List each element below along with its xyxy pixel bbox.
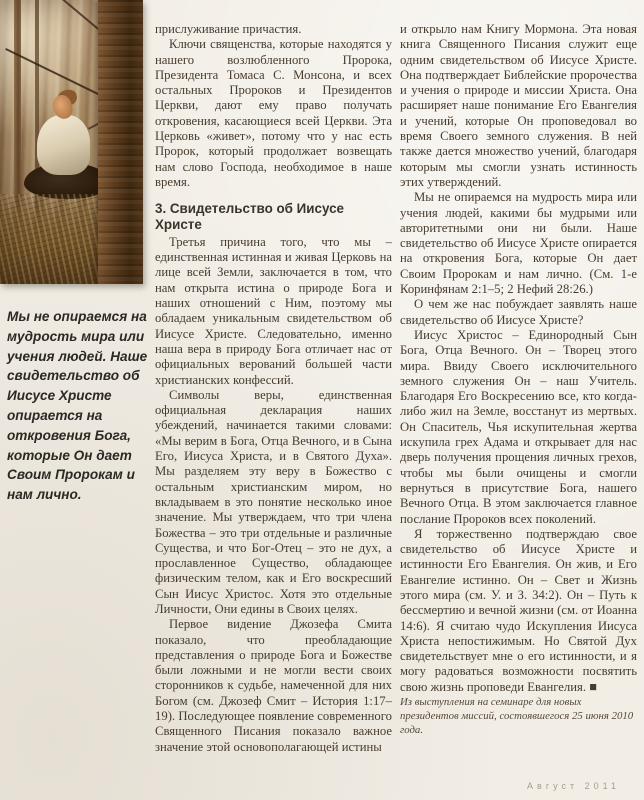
source-note: Из выступления на семинаре для новых президентов миссий, состоявшегося 25 июня 2010 года. — [400, 696, 634, 737]
paragraph-book-of-mormon: и открыло нам Книгу Мормона. Эта новая книга Священного Писания служит еще одним свидетельством об Иисусе Христе. Она подтверждает Библейские пророчества и учения о природе и миссии Христа. Она расширяет наше понимание Его Евангелия и учений, которые Он проповедовал во время Своего земного служения. В ней также дается множество учений, благодаря которым мы смогли узнать истинность этих утверждений. — [400, 22, 637, 189]
paragraph-question: О чем же нас побуждает заявлять наше свидетельство об Иисусе Христе? — [400, 297, 637, 327]
right-column — [400, 22, 637, 738]
section-heading: 3. Свидетельство об Иисусе Христе — [155, 201, 344, 232]
paragraph-jesus-is: Иисус Христос – Единородный Сын Бога, Отца Вечного. Он – Творец этого мира. Ввиду Своего исключительного земного служения Он – наш Учитель. Благодаря Его Воскресению все, кто когда-либо жил на Земле, восстанут из мертвых. Он Спаситель, Чья искупительная жертва искупила грех Адама и открывает для нас дверь получения прощения личных грехов, чтобы мы были очищены и смогли вернуться в присутствие Бога, нашего Вечного Отца. В этом заключается главное послание Пророков всех поколений. — [400, 327, 637, 526]
paragraph-not-wisdom: Мы не опираемся на мудрость мира или учения людей, какими бы мудрыми или авторитетными они ни были. Наше свидетельство об Иисусе Христе опирается на откровения Бога, которые Он дает Своим Пророкам и нам лично. (См. 1-е Коринфянам 2:1–5; 2 Нефий 28:26.) — [400, 190, 637, 297]
paragraph-testimony: Я торжественно подтверждаю свое свидетельство об Иисусе Христе и истинности Его Евангелия. Он жив, и Его Евангелие истинно. Он – Свет и Жизнь этого мира (см. У. и З. 34:2). Он – Путь к бессмертию и вечной жизни (см. от Иоанна 14:6). Я считаю чудо Искупления Иисуса Христа непостижимым. Но Святой Дух свидетельствует мне о его истинности, и я могу радоваться возможности посвятить свою жизнь проповеди Евангелия. ■ — [400, 526, 637, 694]
issue-date: Август 2011 — [527, 781, 620, 791]
paragraph-continuation: прислуживание причастия. — [155, 22, 302, 36]
paragraph-articles-of-faith: Символы веры, единственная официальная декларация наших убеждений, начинается такими словами: «Мы верим в Бога, Отца Вечного, и в Сына Его, Иисуса Христа, и в Святого Духа». Мы разделяем эту веру в Божество с остальным христианским миром, но вкладываем в это понятие несколько иное значение. Мы утверждаем, что три члена Божества – это три отдельные и различные Существа, и что Бог-Отец – это не дух, а прославленное Существо, обладающее физическим телом, как и Его воскресший Сын Иисус Христос. Хотя это отдельные Личности, Они едины в Своих целях. — [155, 387, 392, 616]
sacred-grove-painting — [0, 0, 143, 284]
painting-vignette — [0, 0, 143, 284]
paragraph-third-reason: Третья причина того, что мы – единственная истинная и живая Церковь на лице всей Земли, заключается в том, что нам открыта истина о природе Бога и наших отношений с Ним, поэтому мы обладаем уникальным свидетельством об Иисусе Христе. Следовательно, именно наша вера в природу Бога отличает нас от официальных верований большей части христианских конфессий. — [155, 234, 392, 387]
paragraph-priesthood-keys: Ключи священства, которые находятся у нашего возлюбленного Пророка, Президента Томаса С. Монсона, и всех остальных Пророков и Президентов Церкви, дают ему право получать откровения, касающиеся всей Церкви. Эта Церковь «живет», потому что у нас есть Пророк, который продолжает возвещать нам слово Господа, необходимое в наше время. — [155, 37, 392, 189]
paragraph-first-vision: Первое видение Джозефа Смита показало, что преобладающие представления о природе Бога и Божестве были ложными и не могли вести своих сторонников к судьбе, намеченной для них Богом (см. Джозеф Смит – История 1:17–19). Последующее появление современного Священного Писания показало важное значение этой основополагающей истины — [155, 617, 392, 754]
left-column — [155, 22, 392, 755]
pull-quote: Мы не опираемся на мудрость мира или учения людей. Наше свидетельство об Иисусе Христе опирается на откровения Бога, которые Он дает Своим Пророкам и нам лично. — [7, 309, 148, 503]
